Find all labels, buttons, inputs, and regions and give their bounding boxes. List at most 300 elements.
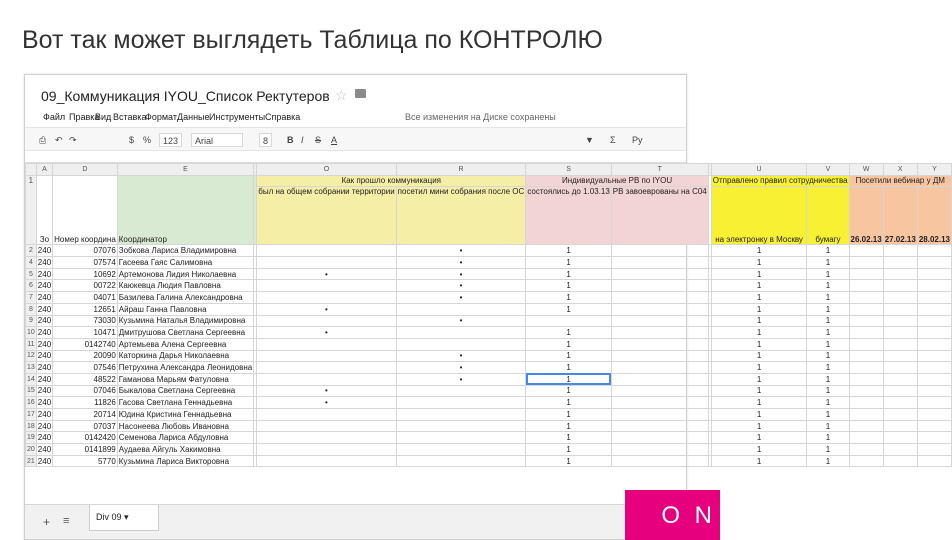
paper-cell[interactable]: 1 <box>807 292 849 304</box>
zone-cell[interactable]: 240 <box>37 374 52 384</box>
rv-held-cell[interactable]: 1 <box>526 455 611 467</box>
webinar-27-cell[interactable] <box>883 280 917 292</box>
column-header[interactable]: T <box>611 164 708 176</box>
rv-c04-cell[interactable] <box>611 280 708 292</box>
row-number[interactable]: 11 <box>26 338 37 350</box>
email-moscow-cell[interactable]: 1 <box>711 315 807 327</box>
webinar-28-cell[interactable] <box>917 455 951 467</box>
email-moscow-cell[interactable]: 1 <box>711 280 807 292</box>
rv-c04-cell[interactable] <box>611 432 708 444</box>
paper-cell[interactable]: 1 <box>807 385 849 397</box>
strikethrough-button[interactable]: S <box>315 135 322 145</box>
mini-meeting-cell[interactable] <box>396 327 526 339</box>
coordinator-cell[interactable]: Насонеева Любовь Ивановна <box>117 420 253 432</box>
webinar-28-cell[interactable] <box>917 338 951 350</box>
code-cell[interactable]: 10471 <box>53 327 118 339</box>
email-moscow-cell[interactable]: 1 <box>711 455 807 467</box>
paper-cell[interactable]: 1 <box>807 373 849 385</box>
zone-cell[interactable]: 240 <box>37 269 52 279</box>
webinar-28-cell[interactable] <box>917 397 951 409</box>
star-icon[interactable]: ☆ <box>335 87 348 103</box>
webinar-26-cell[interactable] <box>849 257 883 269</box>
sheet-tab-div09[interactable]: Div 09 ▾ <box>89 505 159 531</box>
webinar-27-cell[interactable] <box>883 397 917 409</box>
code-cell[interactable]: 07037 <box>53 420 118 432</box>
email-moscow-cell[interactable]: 1 <box>711 292 807 304</box>
code-cell[interactable]: 5770 <box>53 455 118 467</box>
coordinator-cell[interactable]: Семенова Лариса Абдуловна <box>117 432 253 444</box>
coordinator-cell[interactable]: Каторкина Дарья Николаевна <box>117 350 253 362</box>
webinar-28-cell[interactable] <box>917 327 951 339</box>
sub-header-x[interactable]: 27.02.13 <box>883 187 917 245</box>
corner-cell[interactable] <box>26 164 37 176</box>
row-number[interactable]: 6 <box>26 280 37 292</box>
general-meeting-cell[interactable]: • <box>257 268 396 280</box>
paper-cell[interactable]: 1 <box>807 350 849 362</box>
paper-cell[interactable]: 1 <box>807 397 849 409</box>
zone-cell[interactable]: 240 <box>37 398 52 408</box>
coordinator-cell[interactable]: Гасеева Гаяс Салимовна <box>117 257 253 269</box>
redo-icon[interactable]: ↷ <box>69 135 77 145</box>
column-header[interactable]: U <box>711 164 807 176</box>
general-meeting-cell[interactable] <box>257 420 396 432</box>
zone-cell[interactable]: 240 <box>37 409 52 419</box>
sub-header-u[interactable]: на электронку в Москву <box>711 187 807 245</box>
zone-cell[interactable]: 240 <box>37 444 52 454</box>
webinar-27-cell[interactable] <box>883 303 917 315</box>
code-cell[interactable]: 00722 <box>53 280 118 292</box>
column-header[interactable]: S <box>526 164 611 176</box>
italic-button[interactable]: I <box>301 135 304 145</box>
general-meeting-cell[interactable] <box>257 338 396 350</box>
webinar-26-cell[interactable] <box>849 409 883 421</box>
rv-held-cell[interactable]: 1 <box>526 327 611 339</box>
rv-c04-cell[interactable] <box>611 315 708 327</box>
code-header[interactable]: Номер координа <box>53 175 118 245</box>
paper-cell[interactable]: 1 <box>807 268 849 280</box>
menu-item-0[interactable]: Файл <box>43 112 66 122</box>
webinar-28-cell[interactable] <box>917 280 951 292</box>
folder-icon[interactable] <box>355 89 366 98</box>
webinar-27-cell[interactable] <box>883 245 917 257</box>
general-meeting-cell[interactable] <box>257 432 396 444</box>
rv-c04-cell[interactable] <box>611 420 708 432</box>
general-meeting-cell[interactable] <box>257 409 396 421</box>
webinar-28-cell[interactable] <box>917 385 951 397</box>
bold-button[interactable]: B <box>287 135 294 145</box>
group-header-individual-rv[interactable]: Индивидуальные РВ по IYOU <box>526 175 708 187</box>
percent-button[interactable]: % <box>143 135 152 145</box>
mini-meeting-cell[interactable]: • <box>396 362 526 374</box>
webinar-28-cell[interactable] <box>917 362 951 374</box>
email-moscow-cell[interactable]: 1 <box>711 420 807 432</box>
email-moscow-cell[interactable]: 1 <box>711 385 807 397</box>
rv-c04-cell[interactable] <box>611 362 708 374</box>
webinar-28-cell[interactable] <box>917 444 951 456</box>
email-moscow-cell[interactable]: 1 <box>711 397 807 409</box>
rv-held-cell[interactable]: 1 <box>526 268 611 280</box>
paper-cell[interactable]: 1 <box>807 444 849 456</box>
paper-cell[interactable]: 1 <box>807 257 849 269</box>
row-number[interactable]: 7 <box>26 292 37 304</box>
code-cell[interactable]: 73030 <box>53 315 118 327</box>
formula-bar[interactable] <box>25 151 686 163</box>
rv-held-cell[interactable] <box>526 315 611 327</box>
mini-meeting-cell[interactable] <box>396 303 526 315</box>
paper-cell[interactable]: 1 <box>807 409 849 421</box>
zone-cell[interactable]: 240 <box>37 257 52 267</box>
webinar-27-cell[interactable] <box>883 385 917 397</box>
column-header[interactable]: W <box>849 164 883 176</box>
webinar-28-cell[interactable] <box>917 303 951 315</box>
zone-cell[interactable]: 240 <box>37 351 52 361</box>
webinar-26-cell[interactable] <box>849 385 883 397</box>
zone-header[interactable]: Зо <box>36 175 52 245</box>
row-number[interactable]: 18 <box>26 420 37 432</box>
email-moscow-cell[interactable]: 1 <box>711 362 807 374</box>
code-cell[interactable]: 11826 <box>53 397 118 409</box>
rv-held-cell[interactable]: 1 <box>526 385 611 397</box>
email-moscow-cell[interactable]: 1 <box>711 303 807 315</box>
general-meeting-cell[interactable] <box>257 455 396 467</box>
code-cell[interactable]: 12651 <box>53 303 118 315</box>
paper-cell[interactable]: 1 <box>807 315 849 327</box>
paper-cell[interactable]: 1 <box>807 327 849 339</box>
sub-header-w[interactable]: 26.02.13 <box>849 187 883 245</box>
row-number[interactable]: 20 <box>26 444 37 456</box>
row-number[interactable]: 13 <box>26 362 37 374</box>
rv-held-cell[interactable]: 1 <box>526 245 611 257</box>
row-number[interactable]: 5 <box>26 268 37 280</box>
code-cell[interactable]: 07546 <box>53 362 118 374</box>
menu-item-1[interactable]: Правка <box>69 112 100 122</box>
coordinator-cell[interactable]: Юдина Кристина Геннадьевна <box>117 409 253 421</box>
coordinator-cell[interactable]: Артемонова Лидия Николаевна <box>117 268 253 280</box>
mini-meeting-cell[interactable]: • <box>396 280 526 292</box>
webinar-26-cell[interactable] <box>849 397 883 409</box>
row-number[interactable]: 8 <box>26 303 37 315</box>
rv-held-cell[interactable]: 1 <box>526 338 611 350</box>
webinar-28-cell[interactable] <box>917 257 951 269</box>
rv-held-cell[interactable]: 1 <box>526 432 611 444</box>
row-number[interactable]: 10 <box>26 327 37 339</box>
webinar-26-cell[interactable] <box>849 432 883 444</box>
zone-cell[interactable]: 240 <box>37 456 52 466</box>
general-meeting-cell[interactable] <box>257 280 396 292</box>
rv-c04-cell[interactable] <box>611 444 708 456</box>
mini-meeting-cell[interactable]: • <box>396 257 526 269</box>
webinar-26-cell[interactable] <box>849 245 883 257</box>
group-header-webinar[interactable]: Посетили вебинар у ДМ <box>849 175 951 187</box>
undo-icon[interactable]: ↶ <box>55 135 63 145</box>
rv-c04-cell[interactable] <box>611 373 708 385</box>
coordinator-cell[interactable]: Айраш Ганна Павловна <box>117 303 253 315</box>
mini-meeting-cell[interactable] <box>396 409 526 421</box>
zone-cell[interactable]: 240 <box>37 316 52 326</box>
general-meeting-cell[interactable]: • <box>257 303 396 315</box>
paper-cell[interactable]: 1 <box>807 362 849 374</box>
column-header[interactable]: O <box>257 164 396 176</box>
rv-held-cell[interactable]: 1 <box>526 350 611 362</box>
email-moscow-cell[interactable]: 1 <box>711 373 807 385</box>
rv-held-cell[interactable]: 1 <box>526 362 611 374</box>
rv-held-cell[interactable]: 1 <box>526 397 611 409</box>
mini-meeting-cell[interactable]: • <box>396 268 526 280</box>
webinar-27-cell[interactable] <box>883 268 917 280</box>
webinar-26-cell[interactable] <box>849 303 883 315</box>
column-header[interactable]: E <box>117 164 253 176</box>
mini-meeting-cell[interactable] <box>396 397 526 409</box>
sub-header-s[interactable]: состоялись до 1.03.13 <box>526 187 611 245</box>
webinar-28-cell[interactable] <box>917 350 951 362</box>
paper-cell[interactable]: 1 <box>807 303 849 315</box>
webinar-26-cell[interactable] <box>849 268 883 280</box>
row-number[interactable]: 9 <box>26 315 37 327</box>
email-moscow-cell[interactable]: 1 <box>711 409 807 421</box>
row-number[interactable]: 14 <box>26 373 37 385</box>
rv-c04-cell[interactable] <box>611 455 708 467</box>
menu-item-4[interactable]: Формат <box>145 112 177 122</box>
row-number[interactable]: 19 <box>26 432 37 444</box>
zone-cell[interactable]: 240 <box>37 304 52 314</box>
rv-c04-cell[interactable] <box>611 338 708 350</box>
paper-cell[interactable]: 1 <box>807 432 849 444</box>
email-moscow-cell[interactable]: 1 <box>711 268 807 280</box>
webinar-26-cell[interactable] <box>849 292 883 304</box>
webinar-27-cell[interactable] <box>883 409 917 421</box>
webinar-26-cell[interactable] <box>849 327 883 339</box>
zone-cell[interactable]: 240 <box>37 363 52 373</box>
webinar-27-cell[interactable] <box>883 455 917 467</box>
menu-item-2[interactable]: Вид <box>95 112 112 122</box>
webinar-27-cell[interactable] <box>883 292 917 304</box>
zone-cell[interactable]: 240 <box>37 386 52 396</box>
rv-c04-cell[interactable] <box>611 292 708 304</box>
column-header[interactable]: D <box>53 164 118 176</box>
mini-meeting-cell[interactable] <box>396 444 526 456</box>
rv-held-cell[interactable]: 1 <box>526 444 611 456</box>
webinar-28-cell[interactable] <box>917 315 951 327</box>
zone-cell[interactable]: 240 <box>37 246 52 256</box>
coordinator-cell[interactable]: Аудаева Айгуль Хакимовна <box>117 444 253 456</box>
sub-header-o[interactable]: был на общем собрании территории <box>257 187 396 245</box>
webinar-27-cell[interactable] <box>883 338 917 350</box>
code-cell[interactable]: 0142420 <box>53 432 118 444</box>
mini-meeting-cell[interactable]: • <box>396 245 526 257</box>
coordinator-header[interactable]: Координатор <box>117 175 253 245</box>
text-color-button[interactable]: A <box>331 135 338 145</box>
coordinator-cell[interactable]: Гаманова Марьям Фатуловна <box>117 373 253 385</box>
zone-cell[interactable]: 240 <box>37 292 52 302</box>
column-header[interactable]: R <box>396 164 526 176</box>
general-meeting-cell[interactable] <box>257 257 396 269</box>
rv-c04-cell[interactable] <box>611 303 708 315</box>
row-number[interactable]: 21 <box>26 455 37 467</box>
mini-meeting-cell[interactable] <box>396 385 526 397</box>
general-meeting-cell[interactable] <box>257 444 396 456</box>
coordinator-cell[interactable]: Каюкевца Людия Павловна <box>117 280 253 292</box>
webinar-28-cell[interactable] <box>917 268 951 280</box>
email-moscow-cell[interactable]: 1 <box>711 257 807 269</box>
row-number[interactable]: 12 <box>26 350 37 362</box>
add-sheet-button[interactable]: + <box>43 515 51 529</box>
rv-c04-cell[interactable] <box>611 385 708 397</box>
sub-header-t[interactable]: РВ завоеврованы на С04 <box>611 187 708 245</box>
rv-held-cell[interactable]: 1 <box>526 420 611 432</box>
webinar-26-cell[interactable] <box>849 420 883 432</box>
mini-meeting-cell[interactable]: • <box>396 373 526 385</box>
sub-header-v[interactable]: бумагу <box>807 187 849 245</box>
functions-button[interactable]: Ру <box>632 135 643 145</box>
coordinator-cell[interactable]: Базилева Галина Александровна <box>117 292 253 304</box>
email-moscow-cell[interactable]: 1 <box>711 432 807 444</box>
menu-item-6[interactable]: Инструменты <box>209 112 266 122</box>
rv-held-cell[interactable]: 1 <box>526 292 611 304</box>
row-number[interactable]: 2 <box>26 245 37 257</box>
paper-cell[interactable]: 1 <box>807 245 849 257</box>
rv-held-cell[interactable]: 1 <box>526 409 611 421</box>
menu-item-7[interactable]: Справка <box>265 112 301 122</box>
paper-cell[interactable]: 1 <box>807 455 849 467</box>
webinar-27-cell[interactable] <box>883 373 917 385</box>
coordinator-cell[interactable]: Быкалова Светлана Сергеевна <box>117 385 253 397</box>
webinar-26-cell[interactable] <box>849 350 883 362</box>
rv-held-cell[interactable]: 1 <box>526 257 611 269</box>
email-moscow-cell[interactable]: 1 <box>711 327 807 339</box>
coordinator-cell[interactable]: Зобкова Лариса Владимировна <box>117 245 253 257</box>
webinar-28-cell[interactable] <box>917 292 951 304</box>
mini-meeting-cell[interactable] <box>396 432 526 444</box>
webinar-27-cell[interactable] <box>883 257 917 269</box>
webinar-28-cell[interactable] <box>917 432 951 444</box>
rv-c04-cell[interactable] <box>611 409 708 421</box>
code-cell[interactable]: 07574 <box>53 257 118 269</box>
group-header-rules-sent[interactable]: Отправлено правил сотрудничества <box>711 175 849 187</box>
coordinator-cell[interactable]: Кузьмина Наталья Владимировна <box>117 315 253 327</box>
row-number[interactable]: 15 <box>26 385 37 397</box>
rv-held-cell[interactable]: 1 <box>526 303 611 315</box>
sum-icon[interactable]: Σ <box>610 135 616 145</box>
mini-meeting-cell[interactable] <box>396 455 526 467</box>
zone-cell[interactable]: 240 <box>37 339 52 349</box>
mini-meeting-cell[interactable] <box>396 338 526 350</box>
code-cell[interactable]: 04071 <box>53 292 118 304</box>
general-meeting-cell[interactable] <box>257 373 396 385</box>
number-format-dropdown[interactable]: 123 <box>159 133 182 147</box>
rv-c04-cell[interactable] <box>611 350 708 362</box>
webinar-26-cell[interactable] <box>849 362 883 374</box>
email-moscow-cell[interactable]: 1 <box>711 338 807 350</box>
coordinator-cell[interactable]: Кузьмина Лариса Викторовна <box>117 455 253 467</box>
rv-c04-cell[interactable] <box>611 397 708 409</box>
webinar-26-cell[interactable] <box>849 373 883 385</box>
zone-cell[interactable]: 240 <box>37 281 52 291</box>
webinar-27-cell[interactable] <box>883 327 917 339</box>
paper-cell[interactable]: 1 <box>807 338 849 350</box>
webinar-27-cell[interactable] <box>883 315 917 327</box>
webinar-27-cell[interactable] <box>883 432 917 444</box>
webinar-28-cell[interactable] <box>917 373 951 385</box>
coordinator-cell[interactable]: Артемьева Алена Сергеевна <box>117 338 253 350</box>
general-meeting-cell[interactable] <box>257 292 396 304</box>
column-header[interactable]: X <box>883 164 917 176</box>
mini-meeting-cell[interactable] <box>396 420 526 432</box>
doc-title[interactable]: 09_Коммуникация IYOU_Список Ректутеров <box>41 88 330 104</box>
email-moscow-cell[interactable]: 1 <box>711 444 807 456</box>
paper-cell[interactable]: 1 <box>807 280 849 292</box>
general-meeting-cell[interactable] <box>257 362 396 374</box>
webinar-27-cell[interactable] <box>883 362 917 374</box>
general-meeting-cell[interactable] <box>257 315 396 327</box>
rv-c04-cell[interactable] <box>611 327 708 339</box>
font-size-dropdown[interactable]: 8 <box>259 133 272 147</box>
rv-held-cell[interactable]: 1 <box>526 280 611 292</box>
zone-cell[interactable]: 240 <box>37 421 52 431</box>
webinar-27-cell[interactable] <box>883 444 917 456</box>
mini-meeting-cell[interactable]: • <box>396 292 526 304</box>
code-cell[interactable]: 0141899 <box>53 444 118 456</box>
general-meeting-cell[interactable] <box>257 350 396 362</box>
column-header[interactable]: Y <box>917 164 951 176</box>
webinar-26-cell[interactable] <box>849 455 883 467</box>
webinar-26-cell[interactable] <box>849 444 883 456</box>
webinar-27-cell[interactable] <box>883 420 917 432</box>
row-number[interactable]: 4 <box>26 257 37 269</box>
sheet-list-button[interactable]: ≡ <box>63 515 70 527</box>
coordinator-cell[interactable]: Гасова Светлана Геннадьевна <box>117 397 253 409</box>
rv-c04-cell[interactable] <box>611 268 708 280</box>
column-header[interactable]: V <box>807 164 849 176</box>
rv-c04-cell[interactable] <box>611 245 708 257</box>
email-moscow-cell[interactable]: 1 <box>711 245 807 257</box>
rv-c04-cell[interactable] <box>611 257 708 269</box>
column-header[interactable]: A <box>36 164 52 176</box>
row-number[interactable]: 16 <box>26 397 37 409</box>
group-header-communication[interactable]: Как прошло коммуникация <box>257 175 526 187</box>
sub-header-y[interactable]: 28.02.13 <box>917 187 951 245</box>
paper-cell[interactable]: 1 <box>807 420 849 432</box>
general-meeting-cell[interactable] <box>257 245 396 257</box>
code-cell[interactable]: 07076 <box>53 245 118 257</box>
sub-header-r[interactable]: посетил мини собрания после ОС <box>396 187 526 245</box>
code-cell[interactable]: 0142740 <box>53 338 118 350</box>
webinar-26-cell[interactable] <box>849 280 883 292</box>
font-dropdown[interactable]: Arial <box>191 133 243 147</box>
zone-cell[interactable]: 240 <box>37 433 52 443</box>
webinar-26-cell[interactable] <box>849 338 883 350</box>
webinar-28-cell[interactable] <box>917 409 951 421</box>
code-cell[interactable]: 20714 <box>53 409 118 421</box>
print-icon[interactable]: ⎙ <box>39 135 47 145</box>
mini-meeting-cell[interactable]: • <box>396 350 526 362</box>
menu-item-3[interactable]: Вставка <box>113 112 147 122</box>
general-meeting-cell[interactable]: • <box>257 327 396 339</box>
code-cell[interactable]: 48522 <box>53 373 118 385</box>
general-meeting-cell[interactable]: • <box>257 385 396 397</box>
currency-button[interactable]: $ <box>129 135 135 145</box>
coordinator-cell[interactable]: Петрухина Александра Леонидовна <box>118 363 253 373</box>
code-cell[interactable]: 07046 <box>53 385 118 397</box>
email-moscow-cell[interactable]: 1 <box>711 350 807 362</box>
webinar-28-cell[interactable] <box>917 420 951 432</box>
webinar-28-cell[interactable] <box>917 245 951 257</box>
zone-cell[interactable]: 240 <box>37 328 52 338</box>
code-cell[interactable]: 10692 <box>53 268 118 280</box>
general-meeting-cell[interactable]: • <box>257 397 396 409</box>
filter-icon[interactable]: ▼ <box>585 135 594 145</box>
coordinator-cell[interactable]: Дмитрушова Светлана Сергеевна <box>117 327 253 339</box>
row-number[interactable]: 1 <box>26 175 37 245</box>
